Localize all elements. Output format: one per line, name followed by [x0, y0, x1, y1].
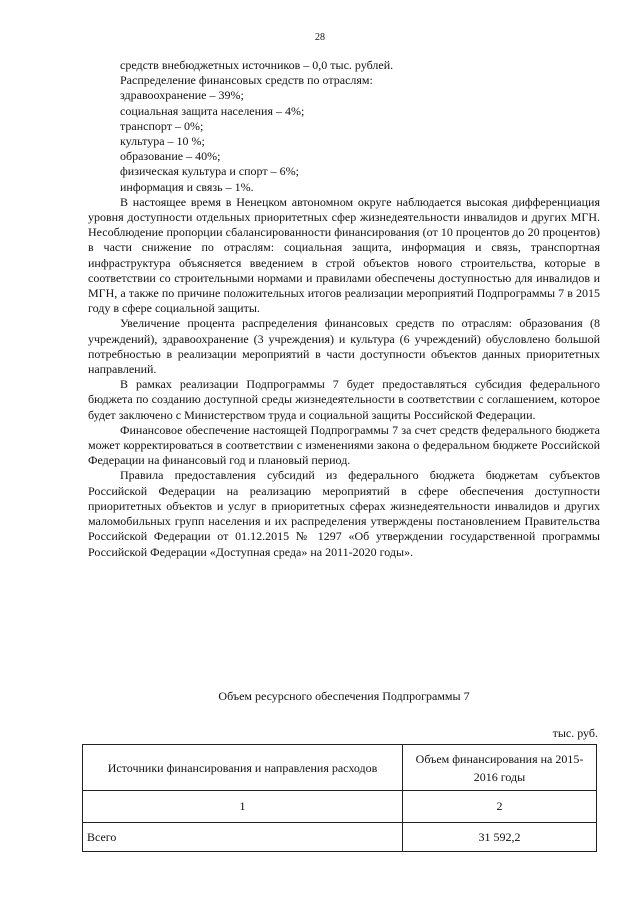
- paragraph: В настоящее время в Ненецком автономном округе наблюдается высокая дифференциация уровня доступности отдельных приоритетных сфер жизнедеятельности инвалидов и других МГН. Несоблюдение пропорции сбалансированности финансирования (от 10 процентов до 20 процентов) в части снижение по отраслям: социальная защита, информация и связь, транспортная инфраструктура объясняется введением в строй объектов нового строительства, которые в соответствии со строительными нормами и правилами обеспечены доступностью для инвалидов и МГН, а также по причине положительных итогов реализации мероприятий Подпрограммы 7 в 2015 году в сфере социальной защиты.: [88, 194, 600, 316]
- table-header-cell: Объем финансирования на 2015- 2016 годы: [403, 745, 597, 791]
- list-item: здравоохранение – 39%;: [120, 88, 244, 103]
- list-item: физическая культура и спорт – 6%;: [120, 164, 299, 179]
- paragraph: Правила предоставления субсидий из федерального бюджета бюджетам субъектов Российской Федерации на реализацию мероприятий в сфере обеспечения доступности приоритетных объектов и услуг в приоритетных сферах жизнедеятельности инвалидов и других маломобильных групп населения и их распределения утверждены постановлением Правительства Российской Федерации от 01.12.2015 № 1297 «Об утверждении государственной программы Российской Федерации «Доступная среда» на 2011-2020 годы».: [88, 468, 600, 559]
- table-header-row: [83, 745, 597, 791]
- table-row: [83, 791, 597, 823]
- table-cell: 31 592,2: [403, 823, 597, 852]
- list-item: культура – 10 %;: [120, 134, 205, 149]
- table-header-cell: Источники финансирования и направления расходов: [83, 745, 403, 791]
- page-number: 28: [315, 32, 325, 43]
- table-cell: 2: [403, 791, 597, 823]
- list-item: социальная защита населения – 4%;: [120, 103, 305, 118]
- list-item: транспорт – 0%;: [120, 118, 204, 133]
- table-cell: Всего: [83, 823, 403, 852]
- units-label: тыс. руб.: [552, 726, 598, 740]
- resource-table: [82, 744, 597, 852]
- section-title: Объем ресурсного обеспечения Подпрограммы 7: [218, 689, 470, 703]
- text-line: средств внебюджетных источников – 0,0 тыс. рублей.: [120, 58, 394, 72]
- table-cell: 1: [83, 791, 403, 823]
- document-body: [88, 58, 600, 560]
- text-line: Распределение финансовых средств по отраслям:: [120, 73, 373, 88]
- paragraph: В рамках реализации Подпрограммы 7 будет предоставляться субсидия федерального бюджета по созданию доступной среды жизнедеятельности в соответствии с соглашением, которое будет заключено с Министерством труда и социальной защиты Российской Федерации.: [88, 377, 600, 422]
- paragraph: Финансовое обеспечение настоящей Подпрограммы 7 за счет средств федерального бюджета может корректироваться в соответствии с изменениями закона о федеральном бюджете Российской Федерации на финансовый год и плановый период.: [88, 422, 600, 468]
- table-row: [83, 823, 597, 852]
- paragraph: Увеличение процента распределения финансовых средств по отраслям: образования (8 учреждений), здравоохранение (3 учреждения) и культура (6 учреждений) обусловлено большой потребностью в реализации мероприятий в части доступности объектов данных приоритетных направлений.: [88, 316, 600, 377]
- list-item: образование – 40%;: [120, 149, 221, 164]
- list-item: информация и связь – 1%.: [120, 179, 254, 194]
